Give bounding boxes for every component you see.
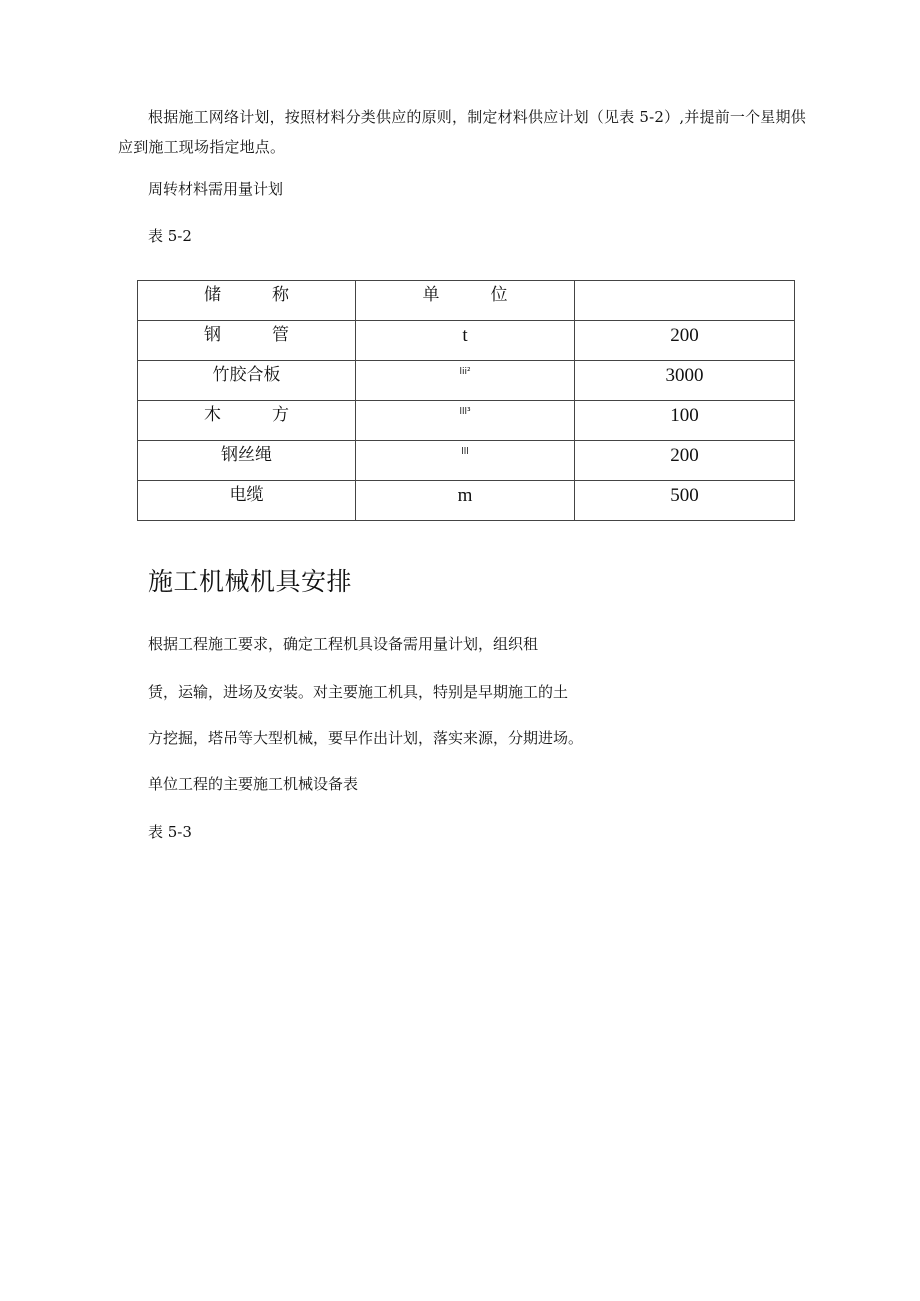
row-name: 木 方 (138, 401, 356, 441)
row-name: 电缆 (138, 481, 356, 521)
table-row (138, 361, 795, 401)
row-unit: lll (356, 441, 575, 481)
row-name: 钢丝绳 (138, 441, 356, 481)
row-qty: 3000 (575, 361, 795, 401)
row-name: 钢 管 (138, 321, 356, 361)
table-row (138, 481, 795, 521)
table-row (138, 321, 795, 361)
section-heading: 施工机械机具安排 (148, 567, 353, 596)
row-name: 竹胶合板 (138, 361, 356, 401)
section-line-2: 赁，运输，进场及安装。对主要施工机具，特别是早期施工的土 (148, 683, 569, 701)
row-qty: 200 (575, 321, 795, 361)
section-line-3: 方挖掘，塔吊等大型机械，要早作出计划，落实来源，分期进场。 (148, 729, 584, 747)
row-unit: lll³ (356, 401, 575, 441)
equipment-caption: 单位工程的主要施工机械设备表 (148, 775, 359, 793)
table-caption: 周转材料需用量计划 (148, 180, 284, 198)
table-header-row (138, 281, 795, 321)
material-table (137, 280, 795, 521)
header-unit: 单 位 (356, 281, 575, 321)
row-qty: 100 (575, 401, 795, 441)
header-name: 储 称 (138, 281, 356, 321)
equipment-label: 表 5-3 (148, 823, 192, 841)
intro-paragraph: 根据施工网络计划，按照材料分类供应的原则，制定材料供应计划（见表 5-2）,并提前一个星期供应到施工现场指定地点。 (118, 108, 806, 156)
row-qty: 500 (575, 481, 795, 521)
header-qty (575, 281, 795, 321)
row-unit: lii² (356, 361, 575, 401)
section-line-1: 根据工程施工要求，确定工程机具设备需用量计划，组织租 (148, 635, 539, 653)
table-row (138, 441, 795, 481)
row-unit: m (356, 481, 575, 521)
table-row (138, 401, 795, 441)
row-unit: t (356, 321, 575, 361)
table-label: 表 5-2 (148, 227, 192, 245)
row-qty: 200 (575, 441, 795, 481)
